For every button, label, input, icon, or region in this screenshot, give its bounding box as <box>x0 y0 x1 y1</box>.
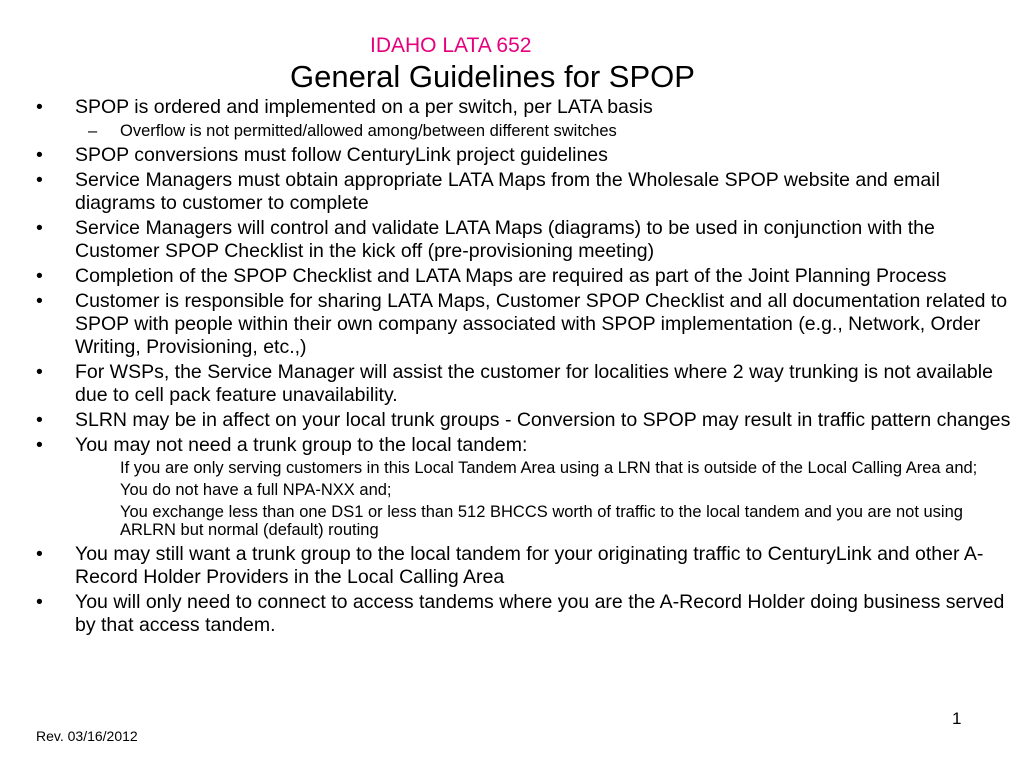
bullet-icon: • <box>36 361 43 383</box>
sub-bullet-item <box>0 121 1024 141</box>
bullet-text: SPOP is ordered and implemented on a per switch, per LATA basis <box>75 96 653 118</box>
bullet-item <box>0 265 1024 288</box>
bullet-icon: • <box>36 96 43 118</box>
bullet-text: SPOP conversions must follow CenturyLink project guidelines <box>75 144 608 166</box>
bullet-icon: • <box>36 409 43 431</box>
bullet-text: You may still want a trunk group to the local tandem for your originating traffic to CenturyLink and other A-Record Holder Providers in the Local Calling Area <box>75 543 984 588</box>
bullet-text: For WSPs, the Service Manager will assist the customer for localities where 2 way trunking is not available due to cell pack feature unavailability. <box>75 361 993 406</box>
slide-supertitle: IDAHO LATA 652 <box>370 34 532 57</box>
bullet-text: Customer is responsible for sharing LATA Maps, Customer SPOP Checklist and all documentation related to SPOP with people within their own company associated with SPOP implementation (e.g., Network, Order Writing, Provisioning, etc.,) <box>75 290 1008 358</box>
bullet-text: Service Managers must obtain appropriate LATA Maps from the Wholesale SPOP website and email diagrams to customer to complete <box>75 169 940 214</box>
bullet-icon: • <box>36 265 43 287</box>
dash-icon: – <box>88 122 98 140</box>
note-text: You do not have a full NPA-NXX and; <box>120 481 392 499</box>
revision-date: Rev. 03/16/2012 <box>36 728 138 744</box>
bullet-icon: • <box>36 290 43 312</box>
slide-title: General Guidelines for SPOP <box>290 59 695 94</box>
indented-note <box>0 481 1024 499</box>
bullet-icon: • <box>36 169 43 191</box>
bullet-icon: • <box>36 144 43 166</box>
bullet-icon: • <box>36 217 43 239</box>
bullet-item <box>0 543 1024 589</box>
bullet-item <box>0 96 1024 119</box>
bullet-item <box>0 217 1024 263</box>
bullet-icon: • <box>36 434 43 456</box>
bullet-icon: • <box>36 543 43 565</box>
page-number: 1 <box>952 709 962 728</box>
bullet-item <box>0 290 1024 359</box>
bullet-item <box>0 169 1024 215</box>
bullet-item <box>0 591 1024 637</box>
bullet-text: Service Managers will control and validate LATA Maps (diagrams) to be used in conjunction with the Customer SPOP Checklist in the kick off (pre-provisioning meeting) <box>75 217 935 262</box>
sub-bullet-text: Overflow is not permitted/allowed among/between different switches <box>120 122 617 140</box>
bullet-text: You may not need a trunk group to the local tandem: <box>75 434 528 456</box>
bullet-text: SLRN may be in affect on your local trunk groups - Conversion to SPOP may result in traffic pattern changes <box>75 409 1011 431</box>
bullet-item <box>0 144 1024 167</box>
indented-note <box>0 459 1024 477</box>
bullet-text: You will only need to connect to access tandems where you are the A-Record Holder doing business served by that access tandem. <box>75 591 1005 636</box>
indented-note <box>0 503 1024 539</box>
guidelines-list <box>0 96 1024 639</box>
bullet-text: Completion of the SPOP Checklist and LATA Maps are required as part of the Joint Planning Process <box>75 265 947 287</box>
bullet-item <box>0 409 1024 432</box>
bullet-item <box>0 361 1024 407</box>
note-text: If you are only serving customers in this Local Tandem Area using a LRN that is outside of the Local Calling Area and; <box>120 459 978 477</box>
bullet-icon: • <box>36 591 43 613</box>
note-text: You exchange less than one DS1 or less than 512 BHCCS worth of traffic to the local tandem and you are not using ARLRN but normal (default) routing <box>120 503 963 539</box>
bullet-item <box>0 434 1024 457</box>
